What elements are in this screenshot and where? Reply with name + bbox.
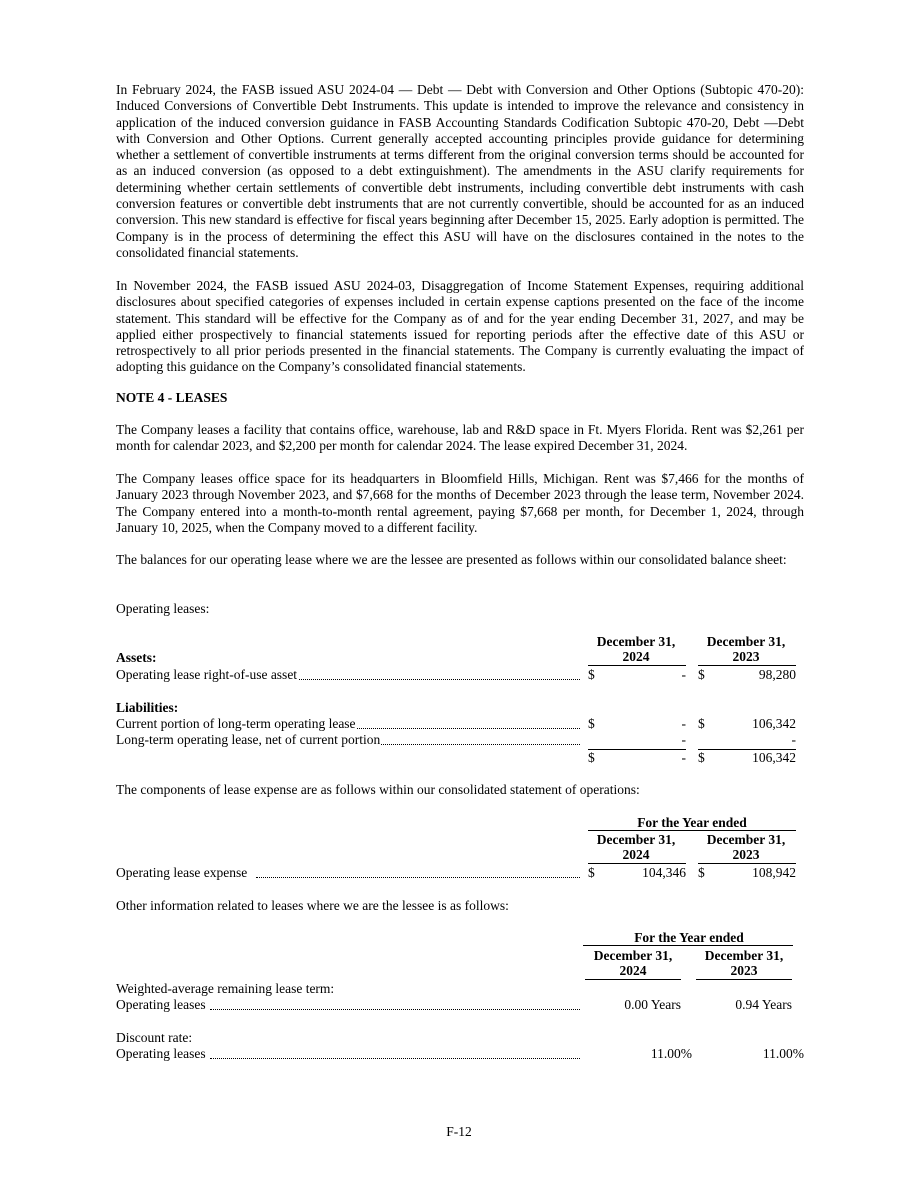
balance-col-2024-header: December 31, 2024: [596, 634, 676, 664]
discount-rate-value-2023: 11.00%: [762, 1046, 804, 1061]
dot-leader: [256, 877, 580, 878]
header-rule: [588, 665, 686, 666]
dot-leader: [266, 679, 580, 680]
other-period-header: For the Year ended: [634, 930, 744, 945]
balance-col-2023-header: December 31, 2023: [706, 634, 786, 664]
dot-leader: [210, 1058, 580, 1059]
current-portion-label: Current portion of long-term operating lease: [116, 716, 356, 731]
discount-rate-label: Operating leases: [116, 1046, 206, 1061]
current-currency-2024: $: [588, 716, 595, 731]
rou-asset-label: Operating lease right-of-use asset: [116, 667, 298, 682]
dot-leader: [210, 1009, 580, 1010]
discount-rate-heading: Discount rate:: [116, 1030, 193, 1045]
header-rule: [698, 665, 796, 666]
expense-currency-2024: $: [588, 865, 595, 880]
balances-intro-paragraph: The balances for our operating lease where we are the lessee are presented as follows within our consolidated balance sheet:: [116, 552, 787, 567]
header-rule: [698, 863, 796, 864]
rou-value-2023: 98,280: [758, 667, 796, 682]
header-rule: [585, 979, 681, 980]
expense-value-2024: 104,346: [642, 865, 686, 880]
period-rule: [588, 830, 796, 831]
ft-myers-paragraph: The Company leases a facility that contains office, warehouse, lab and R&D space in Ft. Myers Florida. Rent was $2,261 per month for calendar 2023, and $2,200 per month for calendar 2024. The lease expired December 31, 2024.: [116, 422, 804, 454]
lease-term-heading: Weighted-average remaining lease term:: [116, 981, 335, 996]
bloomfield-paragraph: The Company leases office space for its headquarters in Bloomfield Hills, Michigan. Rent was $7,466 for the months of January 2023 through November 2023, and $7,668 for the months of December 2023 through the lease term, November 2024. The Company entered into a month-to-month rental agreement, paying $7,668 per month, for December 1, 2024, through January 10, 2025, when the Company moved to a different facility.: [116, 471, 804, 535]
rou-currency-2023: $: [698, 667, 705, 682]
other-col-2023-header: December 31, 2023: [704, 948, 784, 978]
current-currency-2023: $: [698, 716, 705, 731]
total-currency-2024: $: [588, 750, 595, 765]
total-value-2024: -: [681, 750, 686, 765]
other-col-2024-header: December 31, 2024: [593, 948, 673, 978]
rou-currency-2024: $: [588, 667, 595, 682]
period-rule: [583, 945, 793, 946]
header-rule: [588, 863, 686, 864]
lease-term-value-2024: 0.00 Years: [624, 997, 681, 1012]
total-value-2023: 106,342: [752, 750, 796, 765]
expense-col-2024-header: December 31, 2024: [596, 832, 676, 862]
asu-2024-04-paragraph: In February 2024, the FASB issued ASU 2024-04 — Debt — Debt with Conversion and Other Options (Subtopic 470-20): Induced Conversions of Convertible Debt Instruments. This update is intended to improve the relevance and consistency in application of the induced conversion guidance in FASB Accounting Standards Codification Subtopic 470-20, Debt —Debt with Conversion and Other Options. Current generally accepted accounting principles provide guidance for determining whether a settlement of convertible instruments at terms different from the original conversion terms should be accounted for as an induced conversion (as opposed to a debt extinguishment). The amendments in the ASU clarify requirements for determining whether certain settlements of convertible debt instruments, including convertible debt instruments with cash conversion features or convertible debt instruments that are not currently convertible, should be accounted for as an induced conversion. This new standard is effective for fiscal years beginning after December 15, 2025. Early adoption is permitted. The Company is in the process of determining the effect this ASU will have on the disclosures contained in the notes to the consolidated financial statements.: [116, 82, 804, 260]
current-value-2023: 106,342: [752, 716, 796, 731]
current-value-2024: -: [681, 716, 686, 731]
page-number: F-12: [446, 1124, 472, 1139]
lease-term-label: Operating leases: [116, 997, 206, 1012]
total-currency-2023: $: [698, 750, 705, 765]
discount-rate-value-2024: 11.00%: [650, 1046, 692, 1061]
operating-leases-caption: Operating leases:: [116, 601, 210, 616]
other-info-intro-paragraph: Other information related to leases where we are the lessee is as follows:: [116, 898, 509, 913]
expense-value-2023: 108,942: [752, 865, 796, 880]
expense-col-2023-header: December 31, 2023: [706, 832, 786, 862]
long-term-value-2023: -: [791, 732, 796, 747]
long-term-value-2024: -: [681, 732, 686, 747]
header-rule: [696, 979, 792, 980]
expense-period-header: For the Year ended: [637, 815, 747, 830]
components-intro-paragraph: The components of lease expense are as follows within our consolidated statement of operations:: [116, 782, 640, 797]
operating-lease-expense-label: Operating lease expense: [116, 865, 248, 880]
long-term-label: Long-term operating lease, net of current portion: [116, 732, 381, 747]
asu-2024-03-paragraph: In November 2024, the FASB issued ASU 2024-03, Disaggregation of Income Statement Expenses, requiring additional disclosures about specified categories of expenses included in certain expense captions presented on the face of the income statement. This standard will be effective for the Company as of and for the year ending December 31, 2027, and may be applied either prospectively to financial statements issued for reporting periods after the effective date of this ASU or retrospectively to all prior periods presented in the financial statements. The Company is currently evaluating the impact of adopting this guidance on the Company’s consolidated financial statements.: [116, 278, 804, 375]
expense-currency-2023: $: [698, 865, 705, 880]
note-4-heading: NOTE 4 - LEASES: [116, 390, 228, 405]
liabilities-label: Liabilities:: [116, 700, 179, 715]
lease-term-value-2023: 0.94 Years: [735, 997, 792, 1012]
assets-label: Assets:: [116, 650, 157, 665]
rou-value-2024: -: [681, 667, 686, 682]
